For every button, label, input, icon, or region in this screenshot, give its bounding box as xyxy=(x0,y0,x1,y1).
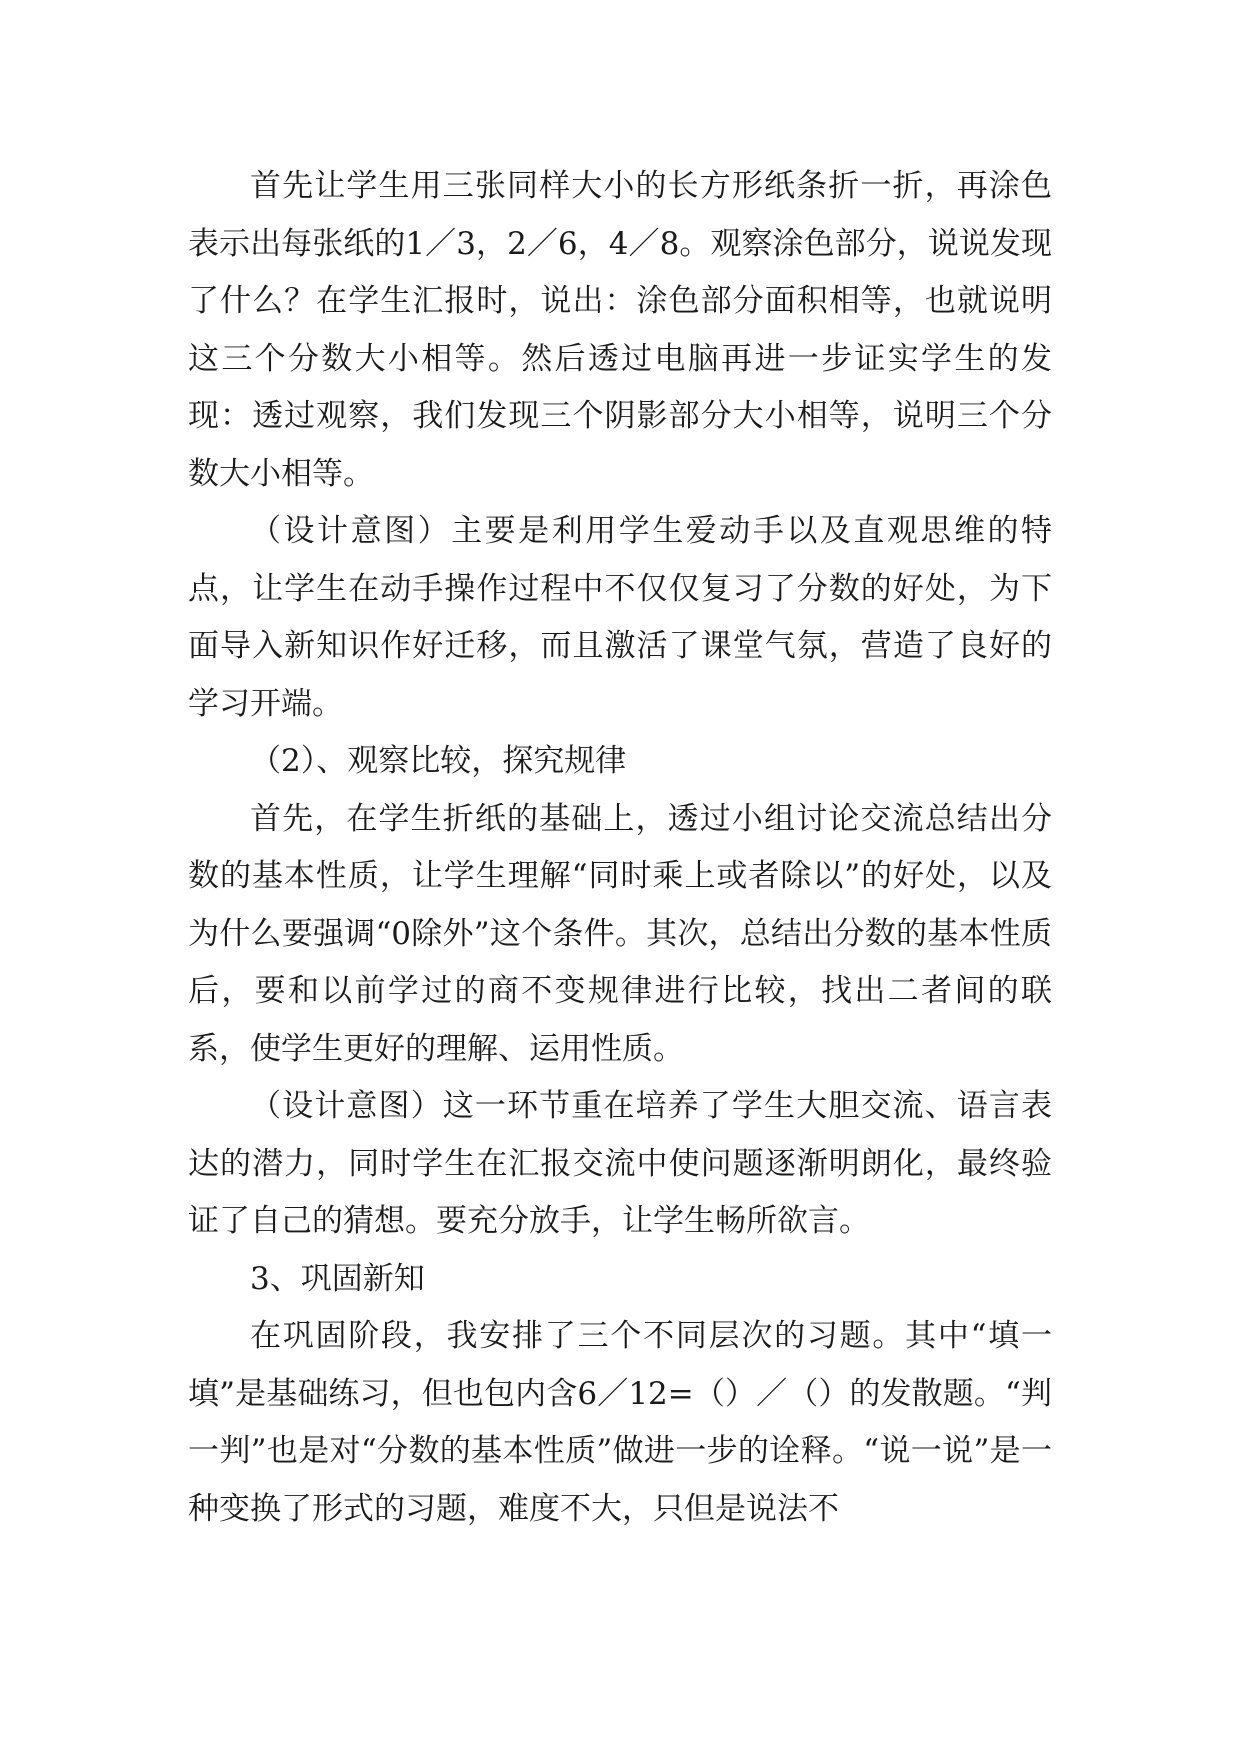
section-heading-consolidate: 3、巩固新知 xyxy=(250,1260,425,1297)
paragraph-consolidation-exercises: 在巩固阶段，我安排了三个不同层次的习题。其中“填一填”是基础练习，但也包内含6／12=（）／（）的发散题。“判一判”也是对“分数的基本性质”做进一步的诠释。“说一说”是一种变换了形式的习题，难度不大，只但是说法不 xyxy=(188,1318,1052,1527)
paragraph-basic-property: 首先，在学生折纸的基础上，透过小组讨论交流总结出分数的基本性质，让学生理解“同时乘上或者除以”的好处，以及为什么要强调“0除外”这个条件。其次，总结出分数的基本性质后，要和以前学过的商不变规律进行比较，找出二者间的联系，使学生更好的理解、运用性质。 xyxy=(188,800,1052,1067)
paragraph-fold-paper-activity: 首先让学生用三张同样大小的长方形纸条折一折，再涂色表示出每张纸的1／3，2／6，4／8。观察涂色部分，说说发现了什么？在学生汇报时，说出：涂色部分面积相等，也就说明这三个分数大小相等。然后透过电脑再进一步证实学生的发现：透过观察，我们发现三个阴影部分大小相等，说明三个分数大小相等。 xyxy=(188,168,1052,492)
document-body xyxy=(188,158,1052,1538)
paragraph-design-intent-2: （设计意图）这一环节重在培养了学生大胆交流、语言表达的潜力，同时学生在汇报交流中使问题逐渐明朗化，最终验证了自己的猜想。要充分放手，让学生畅所欲言。 xyxy=(188,1088,1052,1239)
paragraph-design-intent-1: （设计意图）主要是利用学生爱动手以及直观思维的特点，让学生在动手操作过程中不仅仅复习了分数的好处，为下面导入新知识作好迁移，而且激活了课堂气氛，营造了良好的学习开端。 xyxy=(188,513,1052,722)
section-heading-observe-compare: （2）、观察比较，探究规律 xyxy=(250,743,627,779)
